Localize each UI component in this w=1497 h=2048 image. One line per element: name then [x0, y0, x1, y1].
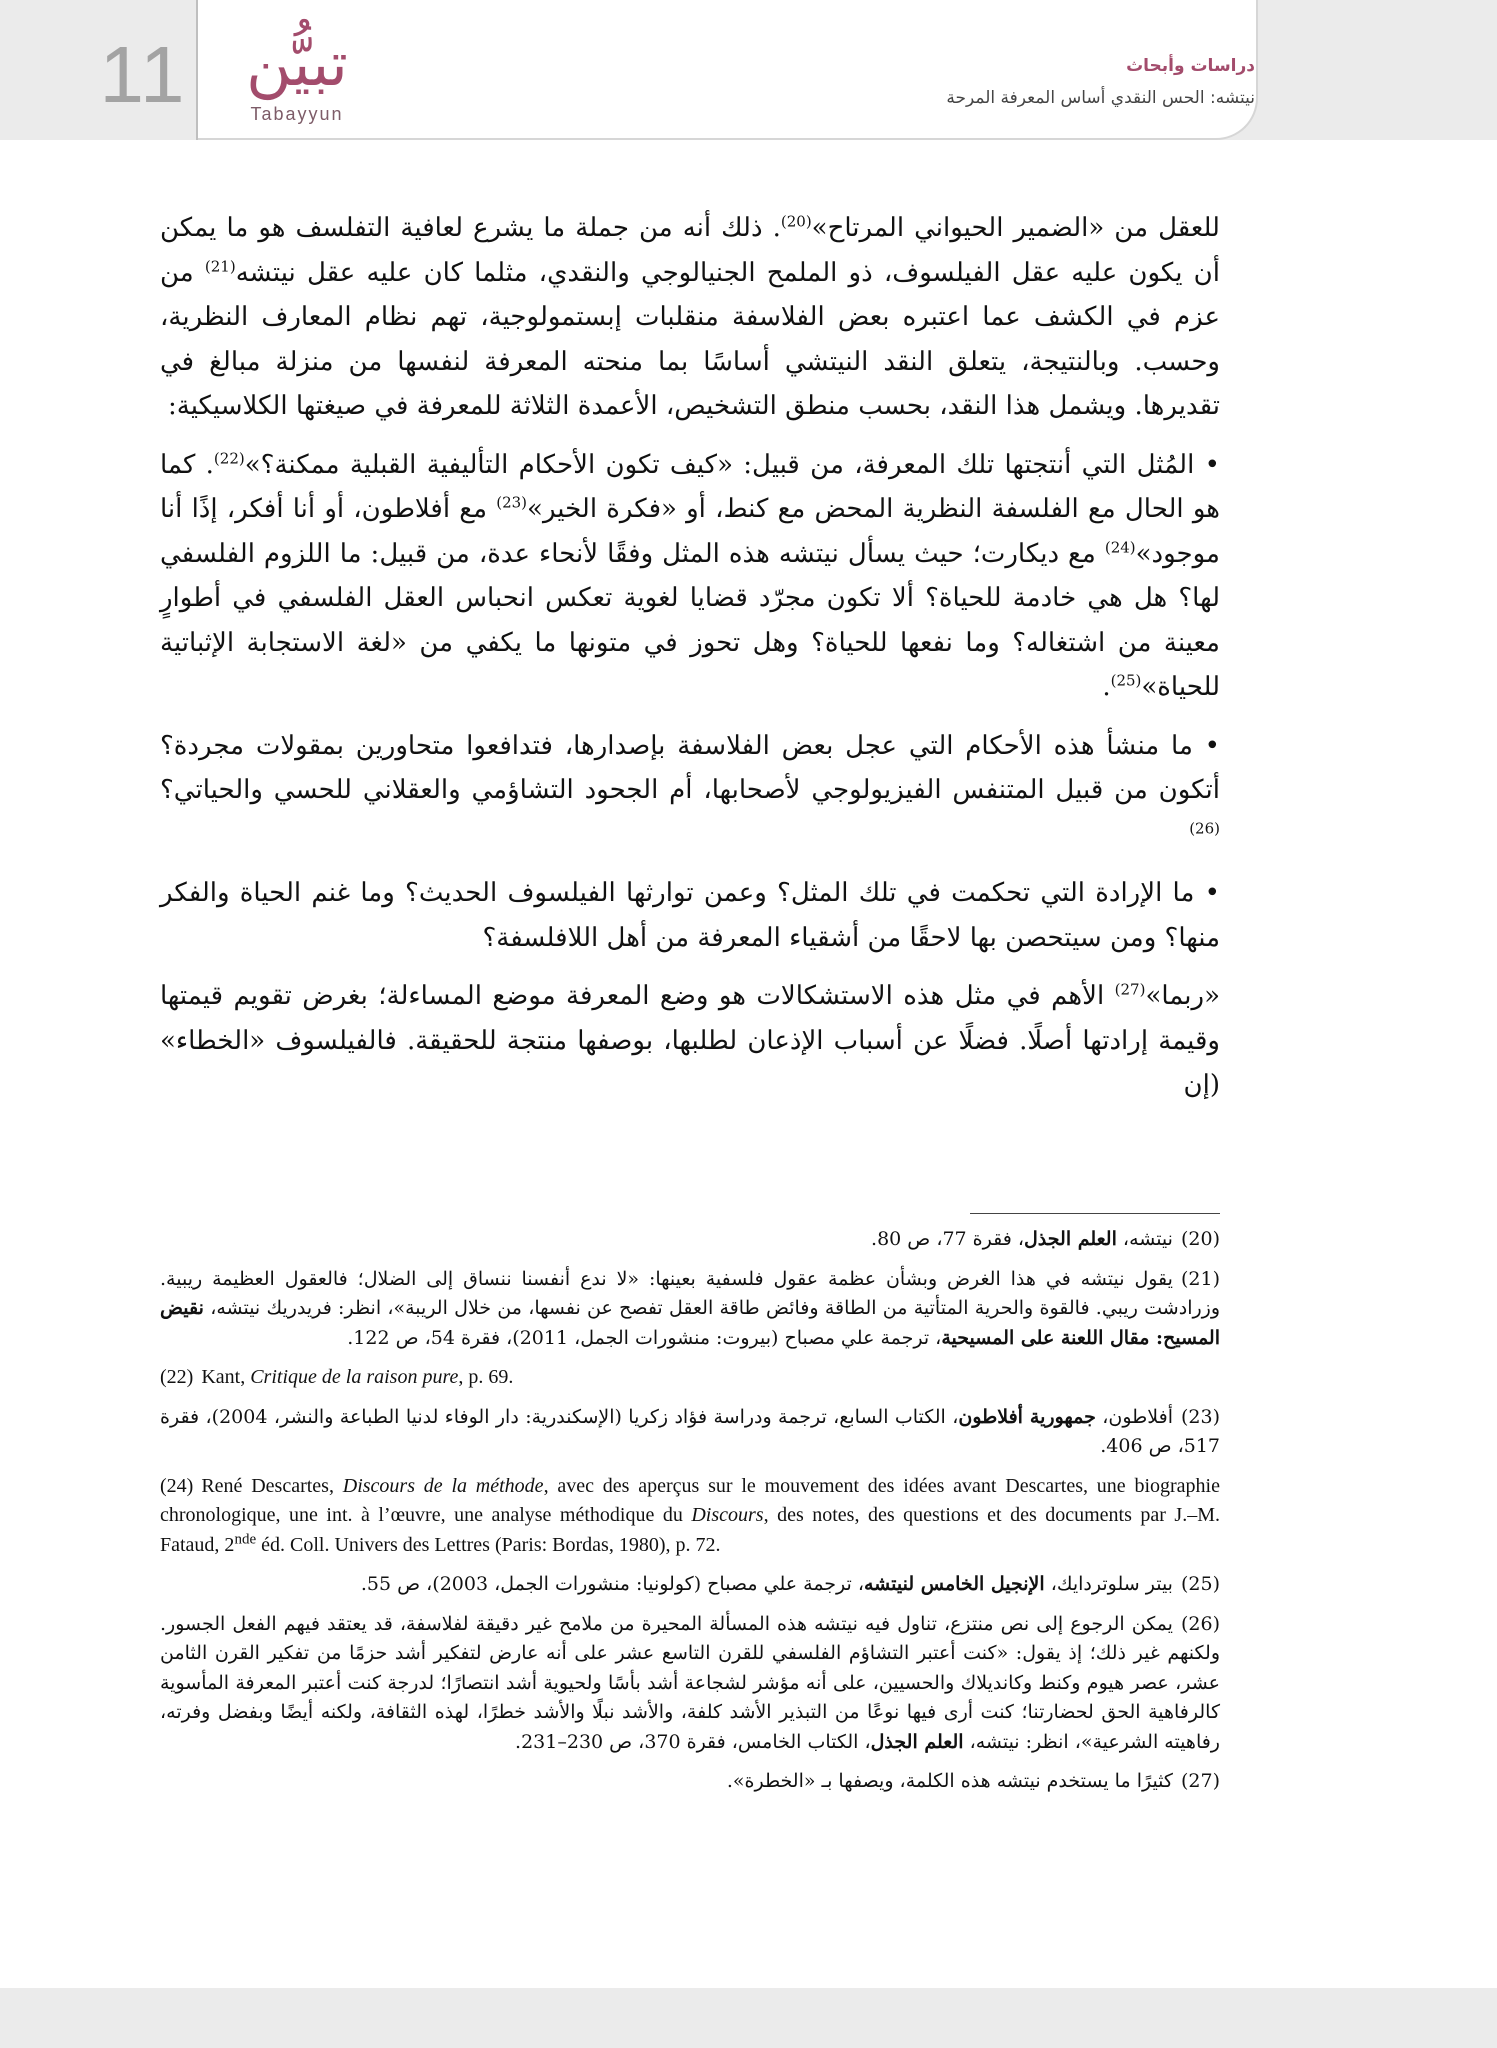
- footnote-27: (27)كثيرًا ما يستخدم نيتشه هذه الكلمة، ويصفها بـ «الخطرة».: [726, 1770, 1220, 1792]
- footnote-26: (26)يمكن الرجوع إلى نص منتزع، تناول فيه نيتشه هذه المسألة المحيرة من ملامح غير دقيقة لفلاسفة، قد يعتقد فيهم الفعل الجسور. ولكنهم غير ذلك؛ إذ يقول: «كنت أعتبر التشاؤم الفلسفي للقرن التاسع عشر على أنه عارض لتفكير أشد حزمًا من تفكير القرن الثامن عشر، عصر هيوم وكنط وكانديلاك والحسيين، على أنه مؤشر لشجاعة أشد بأسًا ولحيوية أشد انتصارًا؛ لدرجة كنت أعتبر المعرفة المأسوية كالرفاهية الحق لحضارتنا؛ كنت أرى فيها نوعًا من التبذير الأشد كلفة، والأشد نبلًا والأشد خطرًا، لهذه الثقافة، ولكنه أيضًا وبفضل وفرته، رفاهيته الشرعية»، انظر: نيتشه، العلم الجذل، الكتاب الخامس، فقرة 370، ص 230–231.: [160, 1612, 1220, 1753]
- bullet-paragraph-2: • ما منشأ هذه الأحكام التي عجل بعض الفلاسفة بإصدارها، فتدافعوا متحاورين بمقولات مجردة؟ أتكون من قبيل المتنفس الفيزيولوجي لأصحابها، أم الجحود التشاؤمي والعقلاني للحسي والحياتي؟$^{(26)}$: [160, 724, 1220, 858]
- footnotes: [160, 1225, 1220, 1807]
- footnote-ref-24: (24): [1104, 537, 1136, 556]
- bullet-paragraph-3: • ما الإرادة التي تحكمت في تلك المثل؟ وعمن توارثها الفيلسوف الحديث؟ وما غنم الحياة والفكر منها؟ ومن سيتحصن بها لاحقًا من أشقياء المعرفة من أهل اللافلسفة؟: [160, 871, 1220, 960]
- footnote-ref-25: (25): [1110, 671, 1142, 690]
- page-number: 11: [99, 30, 187, 119]
- tabayyun-logo: [212, 24, 382, 132]
- header-divider: [196, 0, 198, 140]
- footnote-20: (20)نيتشه، العلم الجذل، فقرة 77، ص 80.: [871, 1228, 1220, 1250]
- bullet-paragraph-1: • المُثل التي أنتجتها تلك المعرفة، من قبيل: «كيف تكون الأحكام التأليفية القبلية ممكنة؟»$^{(22)}$. كما هو الحال مع الفلسفة النظرية المحض مع كنط، أو «فكرة الخير»$^{(23)}$ مع أفلاطون، أو أنا أفكر، إذًا أنا موجود»$^{(24)}$ مع ديكارت؛ حيث يسأل نيتشه هذه المثل وفقًا لأنحاء عدة، من قبيل: ما اللزوم الفلسفي لها؟ هل هي خادمة للحياة؟ ألا تكون مجرّد قضايا لغوية تعكس انحباس العقل الفلسفي في أطوارٍ معينة من اشتغاله؟ وما نفعها للحياة؟ وهل تحوز في متونها ما يكفي من «لغة الاستجابة الإثباتية للحياة»$^{(25)}$.: [160, 443, 1220, 710]
- footnote-ref-22: (22): [213, 448, 245, 467]
- logo-latin-text: Tabayyun: [250, 104, 344, 124]
- footnote-ref-27: (27): [1114, 980, 1146, 999]
- footnote-21: (21)يقول نيتشه في هذا الغرض وبشأن عظمة عقول فلسفية بعينها: «لا ندع أنفسنا ننساق إلى الضلال؛ فالعقول العظيمة ريبية. وزرادشت ريبي. فالقوة والحرية المتأتية من الطاقة وفائض طاقة العقل تفصح عن نفسها، من خلال الريبة»، انظر: فريدريك نيتشه، نقيض المسيح: مقال اللعنة على المسيحية، ترجمة علي مصباح (بيروت: منشورات الجمل، 2011)، فقرة 54، ص 122.: [160, 1267, 1220, 1349]
- bottom-band: [0, 1988, 1497, 2048]
- footnote-23: (23)أفلاطون، جمهورية أفلاطون، الكتاب السابع، ترجمة ودراسة فؤاد زكريا (الإسكندرية: دار الوفاء لدنيا الطباعة والنشر، 2004)، فقرة 517، ص 406.: [160, 1405, 1221, 1457]
- section-label: دراسات وأبحاث: [1126, 56, 1255, 76]
- footnote-ref-20: (20): [780, 212, 812, 231]
- footnote-24: (24) René Descartes, Discours de la méthode, avec des aperçus sur le mouvement des idées avant Descartes, une biographie chronologique, une int. à l’œuvre, une analyse méthodique du Discours, des notes, des questions et des documents par J.–M. Fataud, 2nde éd. Coll. Univers des Lettres (Paris: Bordas, 1980), p. 72.: [160, 1474, 1220, 1556]
- footnote-22: (22) Kant, Critique de la raison pure, p. 69.: [160, 1366, 514, 1388]
- footnote-ref-23: (23): [496, 493, 528, 512]
- paragraph-1: للعقل من «الضمير الحيواني المرتاح»$^{(20)}$. ذلك أنه من جملة ما يشرع لعافية التفلسف هو ما يمكن أن يكون عليه عقل الفيلسوف، ذو الملمح الجنيالوجي والنقدي، مثلما كان عليه عقل نيتشه$^{(21)}$ من عزم في الكشف عما اعتبره بعض الفلاسفة منقلبات إبستمولوجية، تهم نظام المعارف النظرية، وحسب. وبالنتيجة، يتعلق النقد النيتشي أساسًا بما منحته المعرفة لنفسها من منزلة مبالغ في تقديرها. ويشمل هذا النقد، بحسب منطق التشخيص، الأعمدة الثلاثة للمعرفة في صيغتها الكلاسيكية:: [160, 212, 1221, 421]
- article-subtitle: نيتشه: الحس النقدي أساس المعرفة المرحة: [946, 88, 1255, 108]
- footnote-ref-21: (21): [204, 256, 236, 275]
- paragraph-5: «ربما»$^{(27)}$ الأهم في مثل هذه الاستشكالات هو وضع المعرفة موضع المساءلة؛ بغرض تقويم قيمتها وقيمة إرادتها أصلًا. فضلًا عن أسباب الإذعان لطلبها، بوصفها منتجة للحقيقة. فالفيلسوف «الخطاء» (إن: [160, 980, 1220, 1100]
- footnote-25: (25)بيتر سلوتردايك، الإنجيل الخامس لنيتشه، ترجمة علي مصباح (كولونيا: منشورات الجمل، 2003)، ص 55.: [360, 1573, 1220, 1595]
- footnote-ref-26: (26): [1189, 818, 1220, 837]
- footnote-separator: [970, 1213, 1220, 1214]
- main-text: [160, 206, 1220, 1122]
- logo-arabic-text: تبيُّن: [246, 27, 348, 100]
